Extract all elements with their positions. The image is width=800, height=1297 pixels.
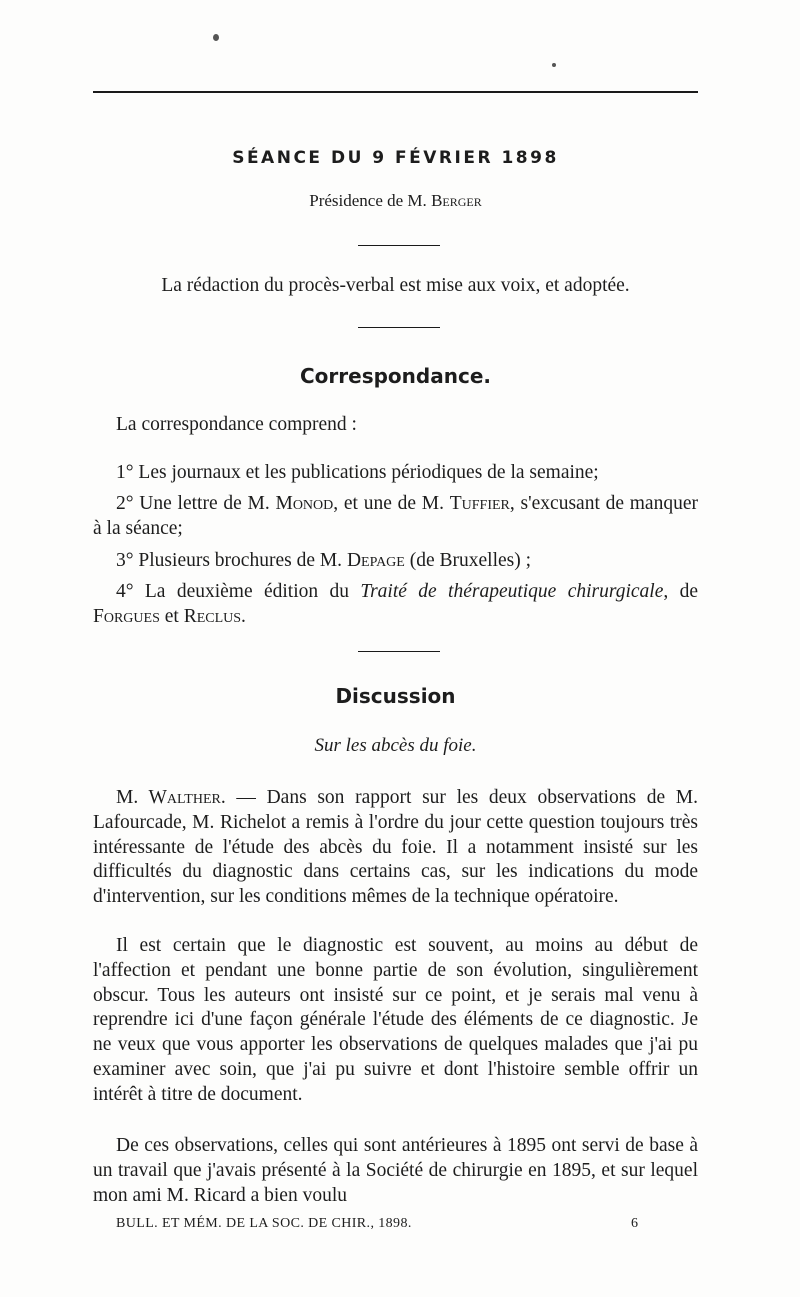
item-3-text: (de Bruxelles) ; — [404, 550, 532, 571]
scan-speck — [213, 34, 219, 41]
correspondance-item-4 — [93, 580, 698, 630]
discussion-paragraph-2: Il est certain que le diagnostic est souvent, au moins au début de l'affection et pendant une bonne partie de son évolution, singulièrement obscur. Tous les auteurs ont insisté sur ce point, et je serais mal venu à reprendre ici d'une façon générale l'étude des éléments de ce diagnostic. Je ne veux que vous apporter les observations de quelques malades que j'ai pu examiner avec soin, que j'ai pu suivre et dont l'histoire semble offrir un intérêt à titre de document. — [93, 935, 698, 1105]
item-4-name-forgues: Forgues — [93, 605, 160, 627]
correspondance-intro: La correspondance comprend : — [116, 414, 357, 435]
correspondance-heading: Correspondance. — [300, 364, 491, 388]
section-rule — [358, 245, 440, 246]
item-2-text: , et une de M. — [333, 493, 450, 514]
proces-verbal-text: La rédaction du procès-verbal est mise aux voix, et adoptée. — [161, 275, 630, 296]
section-rule — [358, 651, 440, 652]
paragraph-text: — Dans son rapport sur les deux observations de M. Lafourcade, M. Richelot a remis à l'ordre du jour cette question toujours très intéressante de l'étude des abcès du foie. Il a notamment insisté sur les difficultés du diagnostic dans certains cas, sur les indications du mode d'intervention, sur les conditions mêmes de la technique opératoire. — [93, 787, 698, 908]
item-2-text: 2° Une lettre de M. — [116, 493, 276, 514]
correspondance-item-1: 1° Les journaux et les publications périodiques de la semaine; — [116, 462, 599, 483]
journal-reference: BULL. ET MÉM. DE LA SOC. DE CHIR., 1898. — [116, 1216, 412, 1231]
item-2-name-monod: Monod — [275, 493, 334, 514]
discussion-heading: Discussion — [335, 684, 456, 708]
item-2-text: , s'excusant de manquer à la séance; — [93, 493, 698, 539]
item-4-text: 4° La deuxième édition du — [116, 581, 361, 602]
discussion-paragraph-1 — [93, 786, 698, 910]
seance-title: SÉANCE DU 9 FÉVRIER 1898 — [232, 148, 559, 168]
correspondance-item-3 — [116, 548, 698, 573]
correspondance-item-2 — [93, 492, 698, 542]
presidence-prefix: Présidence de M. — [309, 191, 432, 210]
item-3-text: 3° Plusieurs brochures de M. — [116, 550, 347, 571]
item-4-text: et — [159, 605, 184, 627]
discussion-subheading: Sur les abcès du foie. — [314, 735, 477, 756]
presidence-line — [93, 191, 698, 211]
scan-speck — [552, 63, 556, 67]
president-name: Berger — [431, 191, 482, 210]
item-4-text: . — [241, 605, 246, 627]
speaker-name: M. Walther. — [116, 787, 226, 808]
section-rule — [358, 327, 440, 328]
item-4-text: , de — [663, 581, 699, 602]
discussion-paragraph-3: De ces observations, celles qui sont antérieures à 1895 ont servi de base à un travail que j'avais présenté à la Société de chirurgie en 1895, et sur lequel mon ami M. Ricard a bien voulu — [93, 1135, 698, 1206]
page-number: 6 — [631, 1216, 638, 1231]
item-2-name-tuffier: Tuffier — [449, 493, 510, 514]
top-rule — [93, 91, 698, 93]
item-4-name-reclus: Reclus — [183, 605, 242, 627]
item-3-name-depage: Depage — [346, 550, 405, 571]
item-4-book-title: Traité de thérapeutique chirurgicale — [360, 581, 664, 602]
